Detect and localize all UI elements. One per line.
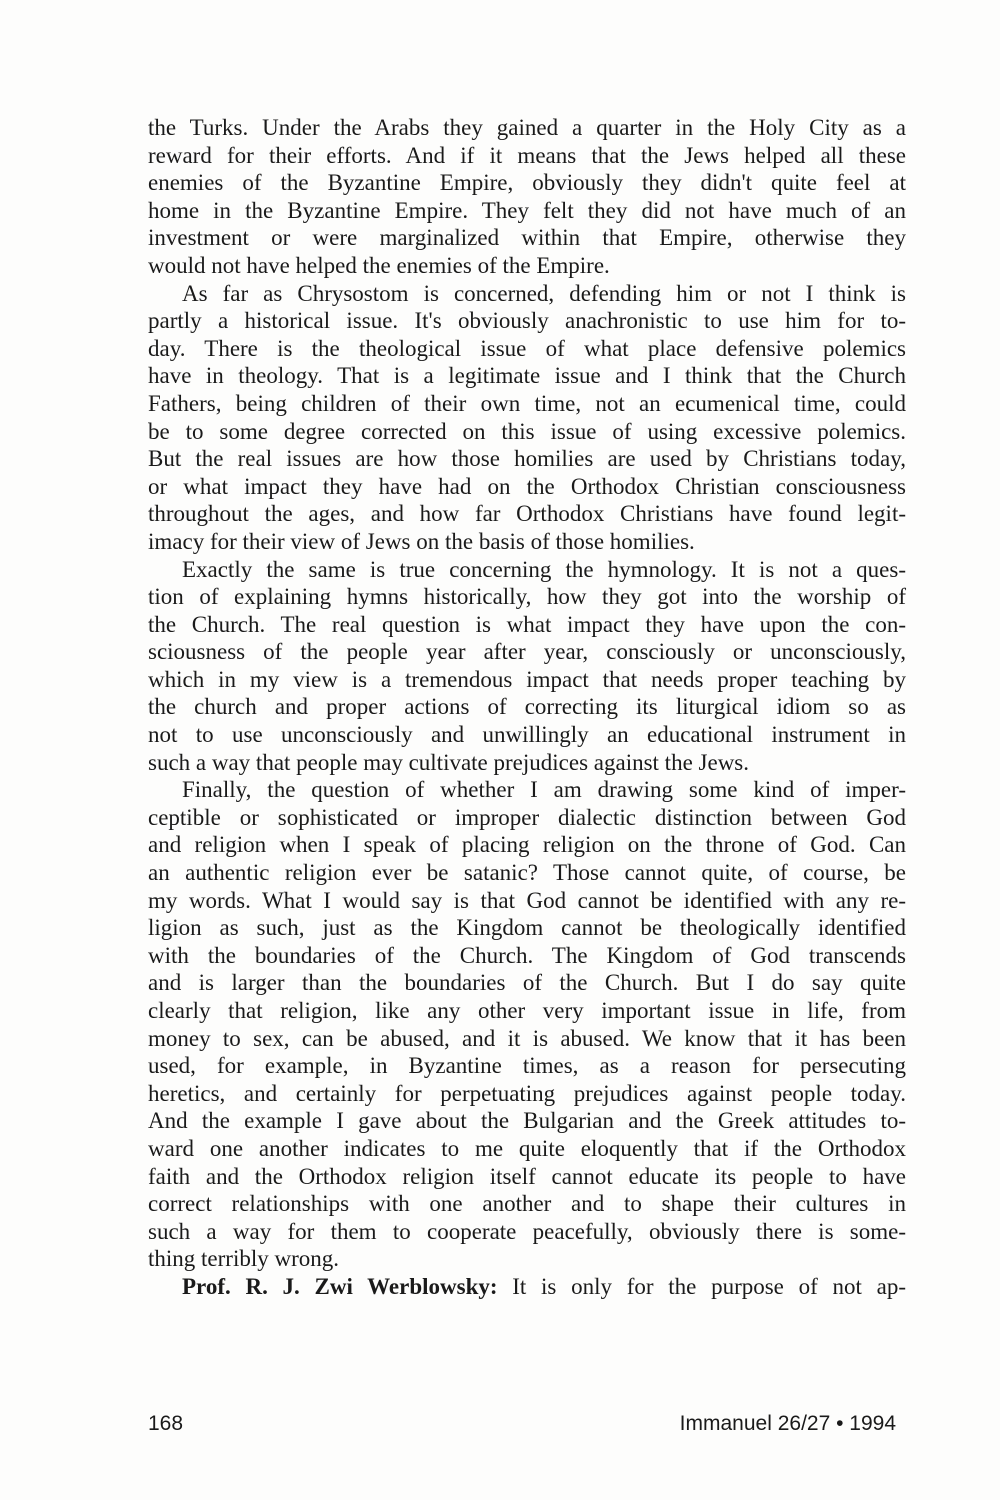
text-line: throughout the ages, and how far Orthodox Christians have found legit-: [148, 501, 906, 527]
text-line: such a way that people may cultivate prejudices against the Jews.: [148, 749, 749, 775]
text-line: And the example I gave about the Bulgarian and the Greek attitudes to-: [148, 1108, 906, 1134]
text-line: my words. What I would say is that God cannot be identified with any re-: [148, 887, 906, 913]
text-line: be to some degree corrected on this issue of using excessive polemics.: [148, 418, 906, 444]
text-line: such a way for them to cooperate peacefully, obviously there is some-: [148, 1218, 906, 1244]
text-line: thing terribly wrong.: [148, 1246, 339, 1272]
text-line: not to use unconsciously and unwillingly an educational instrument in: [148, 722, 906, 748]
text-line: an authentic religion ever be satanic? Those cannot quite, of course, be: [148, 860, 906, 886]
speaker-name: Prof. R. J. Zwi Werblowsky:: [182, 1273, 498, 1299]
text-line: sciousness of the people year after year, consciously or unconsciously,: [148, 639, 906, 665]
text-line: correct relationships with one another and to shape their cultures in: [148, 1191, 906, 1217]
text-line: enemies of the Byzantine Empire, obviously they didn't quite feel at: [148, 170, 906, 196]
text-line: clearly that religion, like any other very important issue in life, from: [148, 998, 906, 1023]
text-line: money to sex, can be abused, and it is abused. We know that it has been: [148, 1025, 906, 1051]
text-line: home in the Byzantine Empire. They felt they did not have much of an: [148, 197, 906, 223]
text-line: tion of explaining hymns historically, how they got into the worship of: [148, 584, 906, 610]
text-line: which in my view is a tremendous impact that needs proper teaching by: [148, 666, 906, 692]
text-line: heretics, and certainly for perpetuating prejudices against people today.: [148, 1080, 906, 1106]
text-line: day. There is the theological issue of what place defensive polemics: [148, 335, 906, 361]
text-line: ward one another indicates to me quite eloquently that if the Orthodox: [148, 1135, 906, 1161]
text-line: and is larger than the boundaries of the Church. But I do say quite: [148, 970, 906, 996]
text-line: the church and proper actions of correcting its liturgical idiom so as: [148, 694, 906, 720]
text-line: Finally, the question of whether I am drawing some kind of imper-: [182, 777, 906, 803]
page-number: 168: [148, 1412, 184, 1435]
text-line: used, for example, in Byzantine times, as a reason for persecuting: [148, 1053, 906, 1079]
text-line: and religion when I speak of placing religion on the throne of God. Can: [148, 832, 906, 858]
text-line: imacy for their view of Jews on the basis of those homilies.: [148, 528, 695, 554]
text-line: the Church. The real question is what impact they have upon the con-: [148, 611, 906, 637]
body-text: [148, 114, 906, 1301]
text-line: But the real issues are how those homilies are used by Christians today,: [148, 446, 906, 472]
journal-citation: Immanuel 26/27 • 1994: [679, 1412, 896, 1435]
text-line: As far as Chrysostom is concerned, defending him or not I think is: [182, 280, 906, 306]
text-line: or what impact they have had on the Orthodox Christian consciousness: [148, 473, 906, 499]
text-line: investment or were marginalized within that Empire, otherwise they: [148, 225, 906, 251]
text-line: reward for their efforts. And if it means that the Jews helped all these: [148, 142, 906, 168]
text-line: partly a historical issue. It's obviously anachronistic to use him for to-: [148, 308, 906, 334]
speaker-text: It is only for the purpose of not ap-: [497, 1273, 906, 1299]
text-line: would not have helped the enemies of the Empire.: [148, 252, 610, 278]
text-line: with the boundaries of the Church. The Kingdom of God transcends: [148, 942, 906, 968]
text-line: the Turks. Under the Arabs they gained a quarter in the Holy City as a: [148, 115, 906, 140]
text-line: Exactly the same is true concerning the hymnology. It is not a ques-: [182, 556, 906, 582]
text-line: have in theology. That is a legitimate issue and I think that the Church: [148, 363, 906, 389]
text-line: faith and the Orthodox religion itself cannot educate its people to have: [148, 1163, 906, 1189]
text-line: ligion as such, just as the Kingdom cannot be theologically identified: [148, 915, 906, 941]
speaker-line: [148, 1273, 906, 1301]
text-line: ceptible or sophisticated or improper dialectic distinction between God: [148, 804, 906, 830]
text-line: Fathers, being children of their own time, not an ecumenical time, could: [148, 390, 906, 416]
